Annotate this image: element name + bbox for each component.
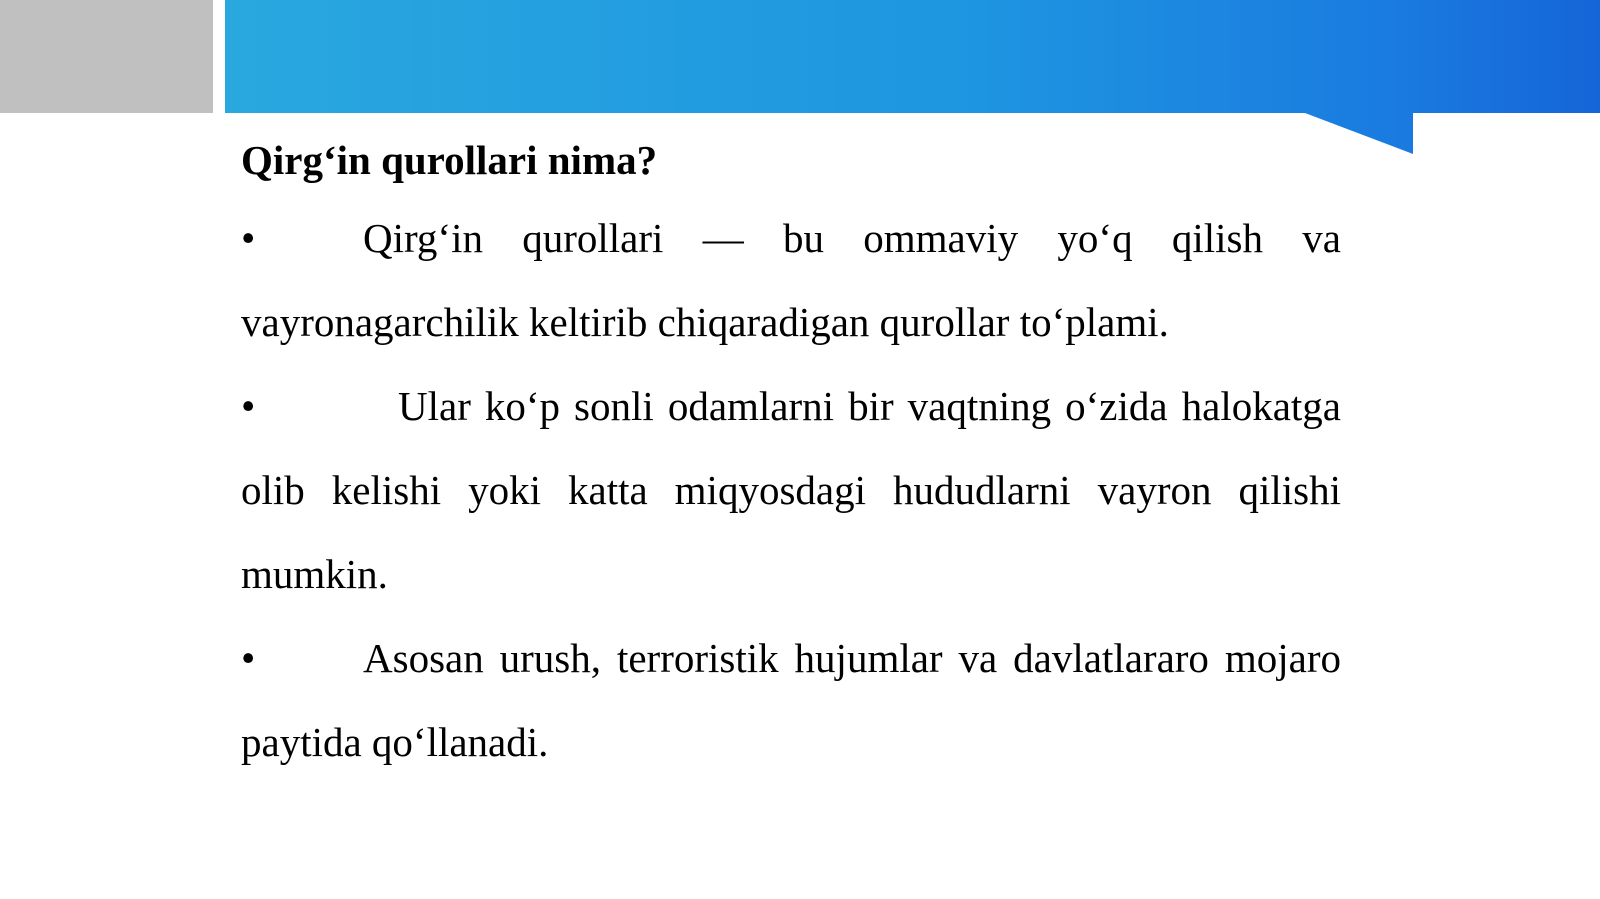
slide-content (241, 124, 1341, 784)
slide-title: Qirg‘in qurollari nima? (241, 137, 658, 183)
bullet-symbol: • (241, 635, 256, 681)
bullet-text: Ular ko‘p sonli odamlarni bir vaqtning o‘zida halokatga olib kelishi yoki katta miqyosdagi hududlarni vayron qilishi mumkin. (241, 383, 1341, 597)
bullet-item-2 (241, 364, 1341, 616)
bullet-text: Asosan urush, terroristik hujumlar va davlatlararo mojaro paytida qo‘llanadi. (241, 635, 1341, 765)
bullet-symbol: • (241, 215, 256, 261)
bullet-text: Qirg‘in qurollari — bu ommaviy yo‘q qilish va vayronagarchilik keltirib chiqaradigan qurollar to‘plami. (241, 215, 1341, 345)
bullet-symbol: • (241, 383, 256, 429)
bullet-item-1 (241, 196, 1341, 364)
bullet-item-3 (241, 616, 1341, 784)
